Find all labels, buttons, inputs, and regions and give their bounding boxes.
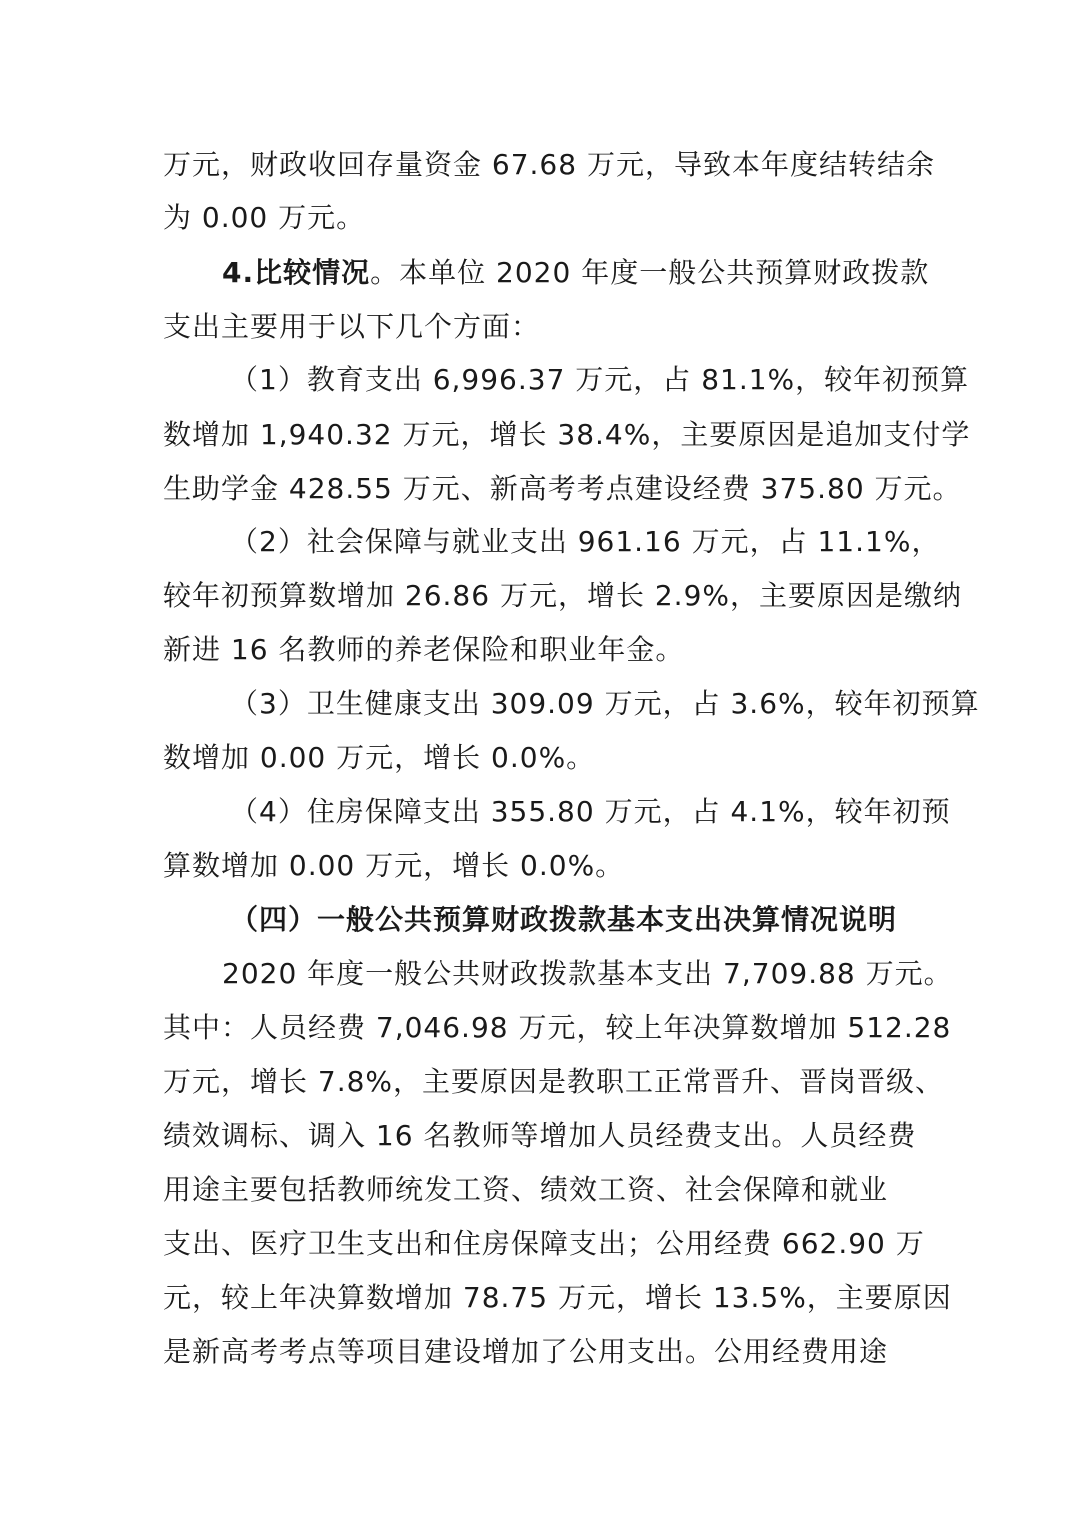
paragraph-line: 数增加 0.00 万元，增长 0.0%。 [163,741,596,774]
paragraph-line: 其中：人员经费 7,046.98 万元，较上年决算数增加 512.28 [163,1011,952,1044]
paragraph-line: 是新高考考点等项目建设增加了公用支出。公用经费用途 [163,1335,889,1368]
paragraph-line: 用途主要包括教师统发工资、绩效工资、社会保障和就业 [163,1173,889,1206]
paragraph-line: 为 0.00 万元。 [163,201,366,234]
paragraph-line: 万元，财政收回存量资金 67.68 万元，导致本年度结转结余 [163,148,935,181]
section-heading: （四）一般公共预算财政拨款基本支出决算情况说明 [230,903,898,936]
paragraph-line: 元，较上年决算数增加 78.75 万元，增长 13.5%，主要原因 [163,1281,952,1314]
paragraph-line: 绩效调标、调入 16 名教师等增加人员经费支出。人员经费 [163,1119,917,1152]
paragraph-text: 本单位 2020 年度一般公共预算财政拨款 [399,256,930,289]
paragraph-line: 算数增加 0.00 万元，增长 0.0%。 [163,849,625,882]
paragraph-line: 较年初预算数增加 26.86 万元，增长 2.9%，主要原因是缴纳 [163,579,962,612]
paragraph-line: 数增加 1,940.32 万元，增长 38.4%，主要原因是追加支付学 [163,418,971,451]
list-item-health: （3）卫生健康支出 309.09 万元，占 3.6%，较年初预算 [230,687,980,720]
paragraph-line: 支出、医疗卫生支出和住房保障支出；公用经费 662.90 万 [163,1227,925,1260]
comparison-paragraph-first-line: 4.比较情况。本单位 2020 年度一般公共预算财政拨款 [222,256,930,289]
paragraph-line: 支出主要用于以下几个方面： [163,310,541,343]
list-item-social-security: （2）社会保障与就业支出 961.16 万元，占 11.1%， [230,525,941,558]
paragraph-line: 生助学金 428.55 万元、新高考考点建设经费 375.80 万元。 [163,472,962,505]
list-item-housing: （4）住房保障支出 355.80 万元，占 4.1%，较年初预 [230,795,951,828]
paragraph-line: 新进 16 名教师的养老保险和职业年金。 [163,633,685,666]
subheading-comparison: 4.比较情况 [222,256,371,289]
paragraph-line: 2020 年度一般公共财政拨款基本支出 7,709.88 万元。 [222,957,953,990]
list-item-education: （1）教育支出 6,996.37 万元，占 81.1%，较年初预算 [230,363,970,396]
paragraph-line: 万元，增长 7.8%，主要原因是教职工正常晋升、晋岗晋级、 [163,1065,945,1098]
